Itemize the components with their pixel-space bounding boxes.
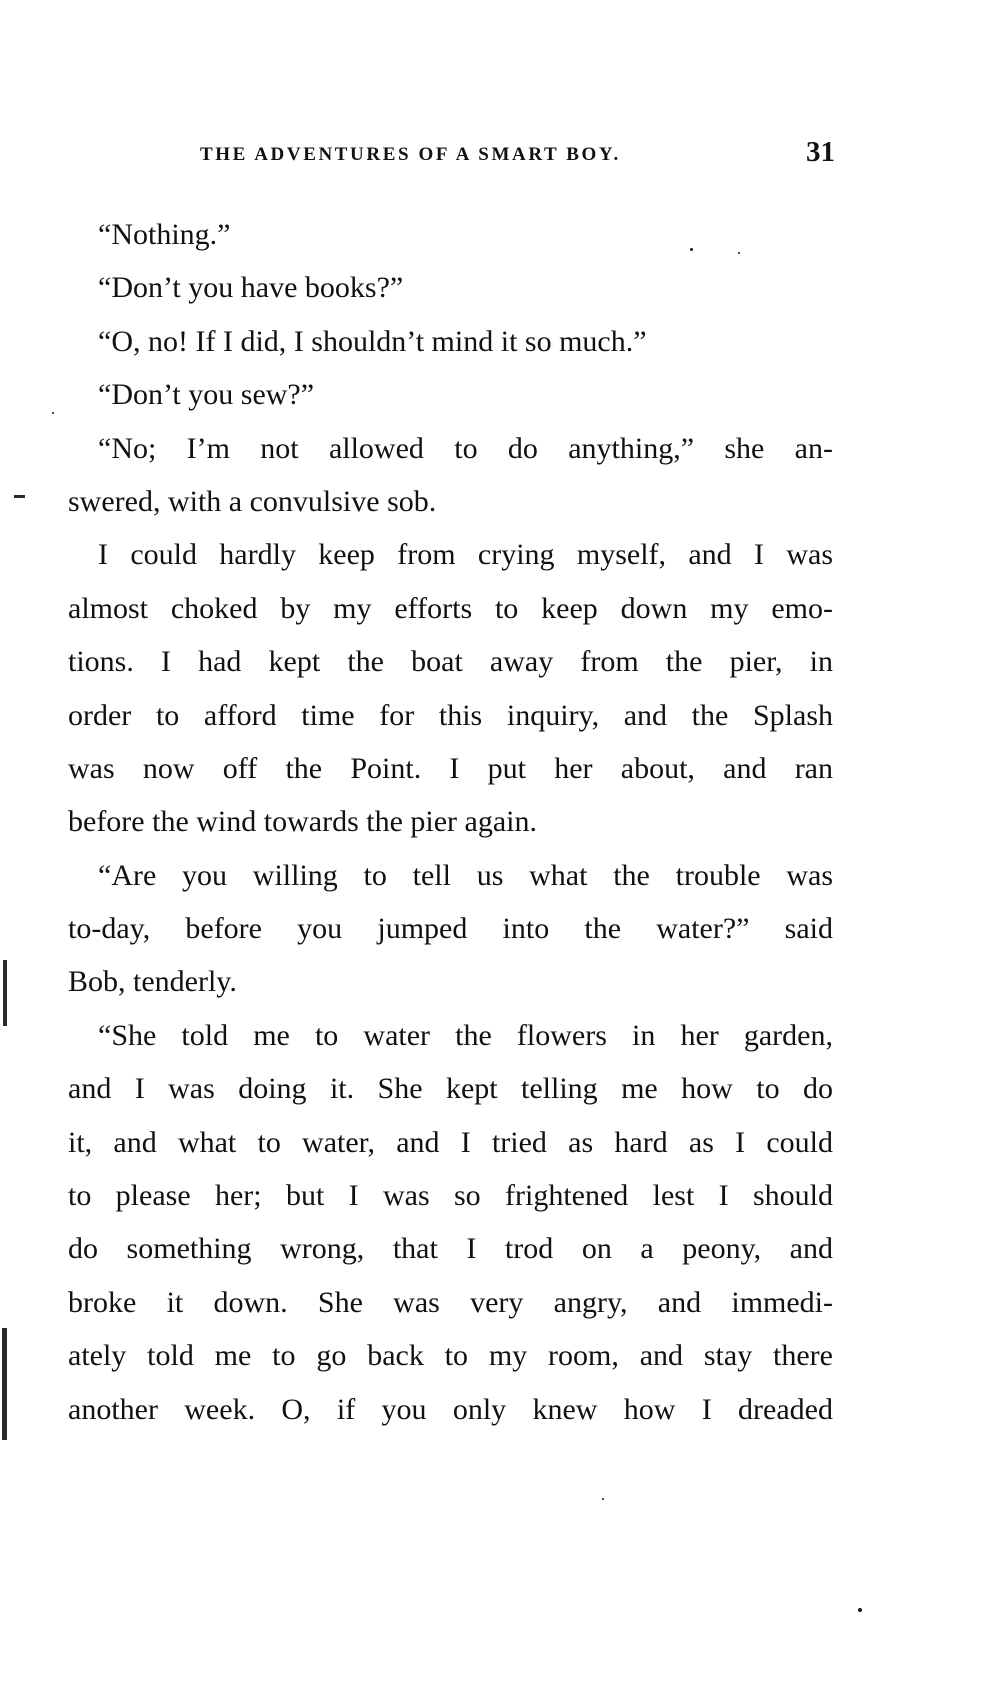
text-line: order to afford time for this inquiry, and the Splash (68, 698, 833, 732)
text-line: “Don’t you sew?” (98, 378, 315, 412)
scan-speck (602, 1498, 604, 1500)
margin-mark (2, 1328, 7, 1440)
text-line: another week. O, if you only knew how I dreaded (68, 1392, 833, 1426)
text-line: broke it down. She was very angry, and immedi- (68, 1285, 833, 1319)
text-line: “Are you willing to tell us what the trouble was (98, 858, 833, 892)
text-line: swered, with a convulsive sob. (68, 484, 437, 518)
margin-mark (3, 960, 7, 1026)
scan-speck (690, 248, 693, 251)
text-line: I could hardly keep from crying myself, and I was (98, 538, 833, 572)
margin-mark (14, 495, 25, 498)
text-line: almost choked by my efforts to keep down my emo- (68, 591, 833, 625)
scan-speck (52, 412, 54, 414)
text-line: Bob, tenderly. (68, 965, 237, 999)
text-line: to-day, before you jumped into the water?” said (68, 912, 833, 946)
text-line: “No; I’m not allowed to do anything,” she an- (98, 431, 833, 465)
scan-speck (738, 252, 740, 254)
text-line: to please her; but I was so frightened lest I should (68, 1179, 833, 1213)
text-line: “She told me to water the flowers in her garden, (98, 1018, 833, 1052)
text-line: ately told me to go back to my room, and stay there (68, 1339, 833, 1373)
text-line: “Nothing.” (98, 218, 231, 251)
text-line: before the wind towards the pier again. (68, 805, 537, 839)
text-line: it, and what to water, and I tried as hard as I could (68, 1125, 833, 1159)
body-text (68, 208, 833, 1436)
text-line: and I was doing it. She kept telling me how to do (68, 1072, 833, 1106)
scan-speck (858, 1608, 862, 1612)
page-number: 31 (806, 136, 835, 168)
running-head (0, 136, 996, 176)
text-line: “Don’t you have books?” (98, 271, 404, 305)
text-line: was now off the Point. I put her about, and ran (68, 751, 833, 785)
text-line: “O, no! If I did, I shouldn’t mind it so much.” (98, 324, 647, 358)
text-line: do something wrong, that I trod on a peony, and (68, 1232, 833, 1266)
running-title: THE ADVENTURES OF A SMART BOY. (200, 144, 621, 165)
text-line: tions. I had kept the boat away from the pier, in (68, 645, 833, 679)
